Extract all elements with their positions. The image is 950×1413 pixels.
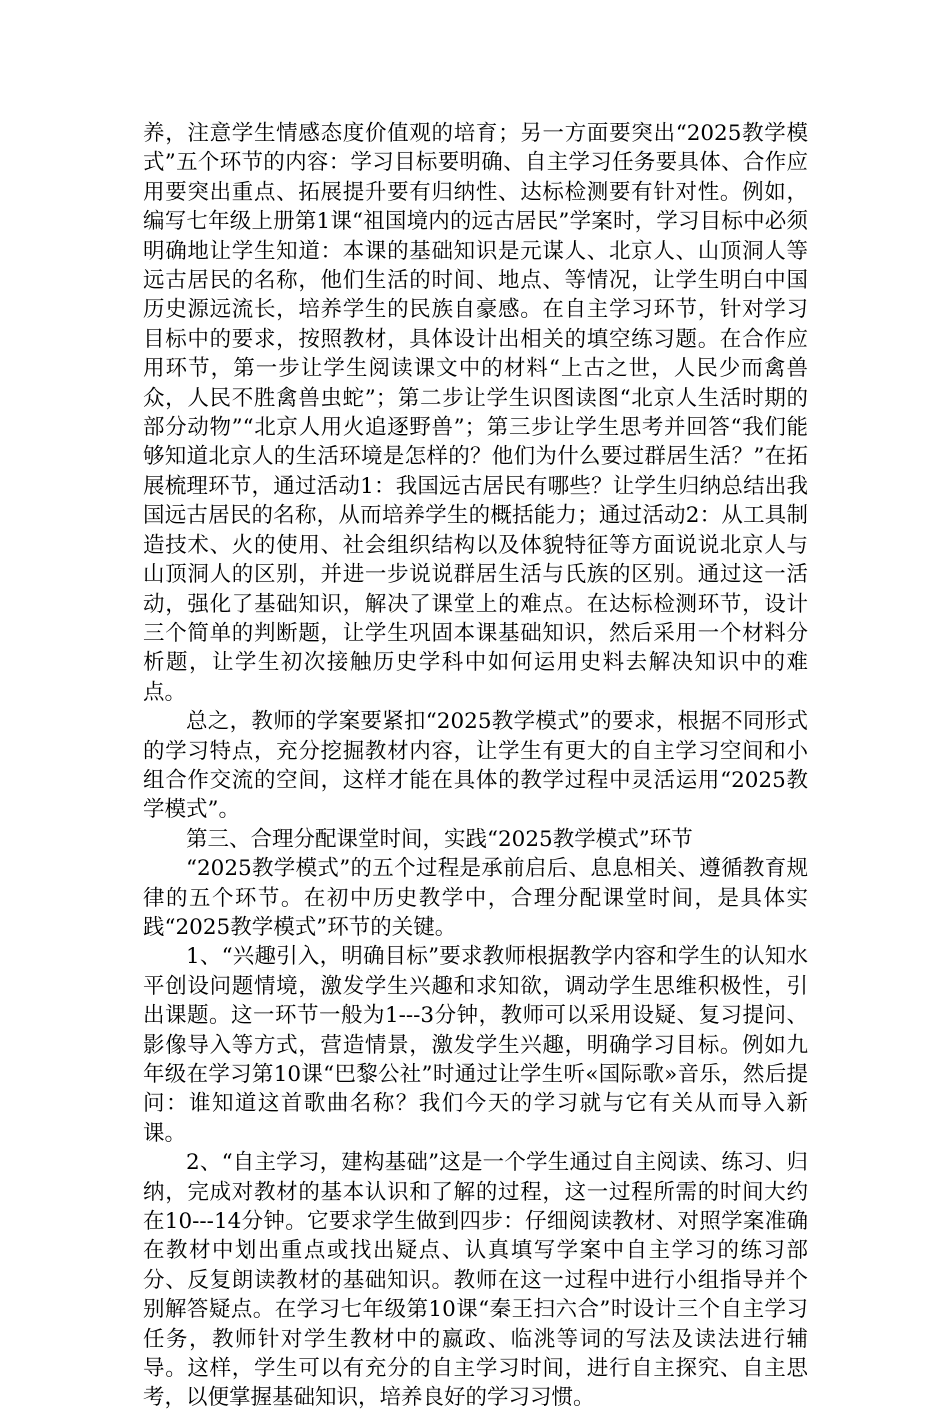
body-paragraph-2: 总之，教师的学案要紧扣“2025教学模式”的要求，根据不同形式的学习特点，充分挖掘教材内容，让学生有更大的自主学习空间和小组合作交流的空间，这样才能在具体的教学过程中灵活运用“2025教学模式”。 xyxy=(143,709,808,823)
body-paragraph-1: 养，注意学生情感态度价值观的培育；另一方面要突出“2025教学模式”五个环节的内容：学习目标要明确、自主学习任务要具体、合作应用要突出重点、拓展提升要有归纳性、达标检测要有针对性。例如，编写七年级上册第1课“祖国境内的远古居民”学案时，学习目标中必须明确地让学生知道：本课的基础知识是元谋人、北京人、山顶洞人等远古居民的名称，他们生活的时间、地点、等情况，让学生明白中国历史源远流长，培养学生的民族自豪感。在自主学习环节，针对学习目标中的要求，按照教材，具体设计出相关的填空练习题。在合作应用环节，第一步让学生阅读课文中的材料“上古之世，人民少而禽兽众，人民不胜禽兽虫蛇”；第二步让学生识图读图“北京人生活时期的部分动物”“北京人用火追逐野兽”；第三步让学生思考并回答“我们能够知道北京人的生活环境是怎样的？他们为什么要过群居生活？”在拓展梳理环节，通过活动1：我国远古居民有哪些？让学生归纳总结出我国远古居民的名称，从而培养学生的概括能力；通过活动2：从工具制造技术、火的使用、社会组织结构以及体貌特征等方面说说北京人与山顶洞人的区别，并进一步说说群居生活与氏族的区别。通过这一活动，强化了基础知识，解决了课堂上的难点。在达标检测环节，设计三个简单的判断题，让学生巩固本课基础知识，然后采用一个材料分析题，让学生初次接触历史学科中如何运用史料去解决知识中的难点。 xyxy=(143,121,808,705)
body-paragraph-6: 2、“自主学习，建构基础”这是一个学生通过自主阅读、练习、归纳，完成对教材的基本认识和了解的过程，这一过程所需的时间大约在10---14分钟。它要求学生做到四步：仔细阅读教材、对照学案准确在教材中划出重点或找出疑点、认真填写学案中自主学习的练习部分、反复朗读教材的基础知识。教师在这一过程中进行小组指导并个别解答疑点。在学习七年级第10课“秦王扫六合”时设计三个自主学习任务，教师针对学生教材中的嬴政、临洮等词的写法及读法进行辅导。这样，学生可以有充分的自主学习时间，进行自主探究、自主思考，以便掌握基础知识，培养良好的学习习惯。 xyxy=(143,1150,808,1411)
section-heading-3: 第三、合理分配课堂时间，实践“2025教学模式”环节 xyxy=(186,826,693,852)
body-paragraph-4: “2025教学模式”的五个过程是承前启后、息息相关、遵循教育规律的五个环节。在初中历史教学中，合理分配课堂时间，是具体实践“2025教学模式”环节的关键。 xyxy=(143,856,808,940)
document-page xyxy=(143,119,808,1413)
body-paragraph-5: 1、“兴趣引入，明确目标”要求教师根据教学内容和学生的认知水平创设问题情境，激发学生兴趣和求知欲，调动学生思维积极性，引出课题。这一环节一般为1---3分钟，教师可以采用设疑、复习提问、影像导入等方式，营造情景，激发学生兴趣，明确学习目标。例如九年级在学习第10课“巴黎公社”时通过让学生听«国际歌»音乐，然后提问：谁知道这首歌曲名称？我们今天的学习就与它有关从而导入新课。 xyxy=(143,944,808,1146)
